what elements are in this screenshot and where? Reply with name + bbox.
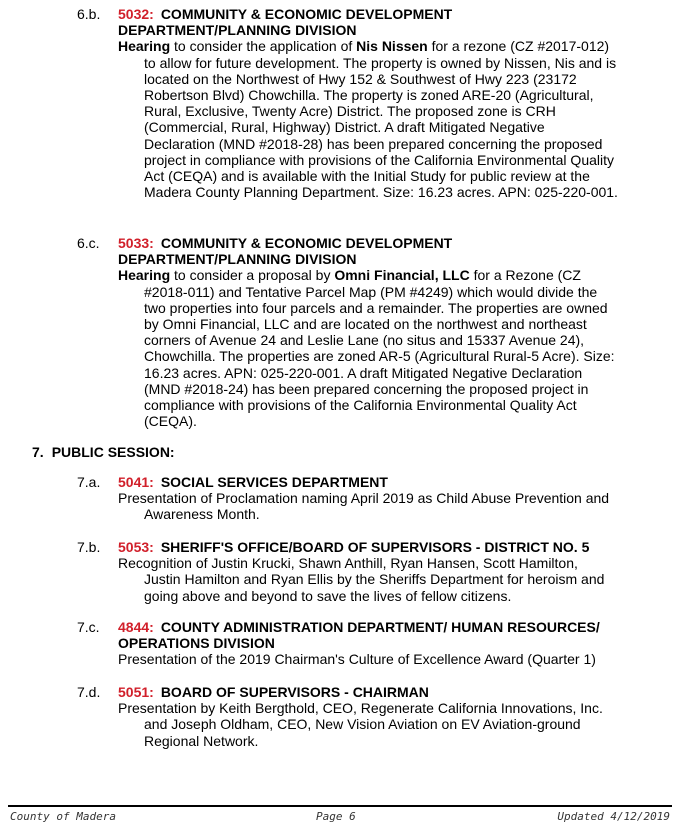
- item-title: SHERIFF'S OFFICE/BOARD OF SUPERVISORS - DISTRICT NO. 5: [160, 539, 590, 555]
- applicant-name: Nis Nissen: [356, 38, 428, 55]
- applicant-name: Omni Financial, LLC: [334, 267, 470, 284]
- item-text-pre: to consider a proposal by: [170, 267, 335, 284]
- item-code[interactable]: 4844:: [118, 619, 154, 635]
- item-number: 6.b.: [77, 6, 101, 22]
- item-code[interactable]: 5032:: [118, 6, 154, 22]
- item-title: COUNTY ADMINISTRATION DEPARTMENT/ HUMAN RESOURCES/ OPERATIONS DIVISION: [118, 619, 600, 652]
- item-number: 6.c.: [77, 235, 100, 251]
- item-header: [118, 539, 618, 555]
- item-description: Presentation of the 2019 Chairman's Culture of Excellence Award (Quarter 1): [118, 651, 596, 668]
- section-number: 7.: [32, 444, 44, 460]
- item-description: Presentation of Proclamation naming April 2019 as Child Abuse Prevention and Awareness Month.: [118, 490, 610, 523]
- item-lead: Hearing: [118, 38, 171, 55]
- footer-rule: [8, 805, 672, 807]
- item-title: BOARD OF SUPERVISORS - CHAIRMAN: [160, 684, 429, 700]
- item-title: COMMUNITY & ECONOMIC DEVELOPMENT DEPARTMENT/PLANNING DIVISION: [118, 235, 453, 268]
- footer-updated: Updated 4/12/2019: [557, 810, 670, 823]
- footer-page: Page 6: [316, 810, 356, 823]
- item-code[interactable]: 5033:: [118, 235, 154, 251]
- item-text-post: for a Rezone (CZ #2018-011) and Tentative Parcel Map (PM #4249) which would divide the two properties into four parcels and a remainder. The properties are owned by Omni Financial, LLC and are located on the northwest and northeast corners of Avenue 24 and Leslie Lane (no situs and 15337 Avenue 24), Chowchilla. The properties are zoned AR-5 (Agricultural Rural-5 Acre). Size: 16.23 acres. APN: 025-220-001. A draft Mitigated Negative Declaration (MND #2018-24) has been prepared concerning the proposed project in compliance with provisions of the California Environmental Quality Act (CEQA).: [144, 267, 615, 430]
- item-text-pre: to consider the application of: [170, 38, 357, 55]
- item-description: Presentation by Keith Bergthold, CEO, Regenerate California Innovations, Inc. and Joseph Oldham, CEO, New Vision Aviation on EV Aviation-ground Regional Network.: [118, 700, 603, 749]
- section-heading: [32, 444, 183, 460]
- item-description: [118, 267, 618, 429]
- item-lead: Hearing: [118, 267, 171, 284]
- item-number: 7.c.: [77, 619, 100, 635]
- item-number: 7.b.: [77, 539, 101, 555]
- item-description: [118, 38, 618, 200]
- item-code[interactable]: 5041:: [118, 474, 154, 490]
- item-code[interactable]: 5051:: [118, 684, 154, 700]
- item-header: [118, 235, 618, 267]
- item-description: Recognition of Justin Krucki, Shawn Anthill, Ryan Hansen, Scott Hamilton, Justin Hamilton and Ryan Ellis by the Sheriffs Department for heroism and going above and beyond to save the lives of fellow citizens.: [118, 555, 605, 604]
- section-title: PUBLIC SESSION:: [51, 444, 175, 460]
- item-title: COMMUNITY & ECONOMIC DEVELOPMENT DEPARTMENT/PLANNING DIVISION: [118, 6, 453, 39]
- item-header: [118, 684, 618, 700]
- item-code[interactable]: 5053:: [118, 539, 154, 555]
- item-header: [118, 474, 618, 490]
- item-text-post: for a rezone (CZ #2017-012) to allow for future development. The property is owned by Nissen, Nis and is located on the Northwest of Hwy 152 & Southwest of Hwy 223 (23172 Robertson Blvd) Chowchilla. The property is zoned ARE-20 (Agricultural, Rural, Exclusive, Twenty Acre) District. The proposed zone is CRH (Commercial, Rural, Highway) District. A draft Mitigated Negative Declaration (MND #2018-28) has been prepared concerning the proposed project in compliance with provisions of the California Environmental Quality Act (CEQA) and is available with the Initial Study for public review at the Madera County Planning Department. Size: 16.23 acres. APN: 025-220-001.: [144, 38, 618, 201]
- item-header: [118, 6, 618, 38]
- item-header: [118, 619, 618, 651]
- item-number: 7.d.: [77, 684, 101, 700]
- item-number: 7.a.: [77, 474, 101, 490]
- item-title: SOCIAL SERVICES DEPARTMENT: [160, 474, 388, 490]
- footer-left: County of Madera: [10, 810, 116, 823]
